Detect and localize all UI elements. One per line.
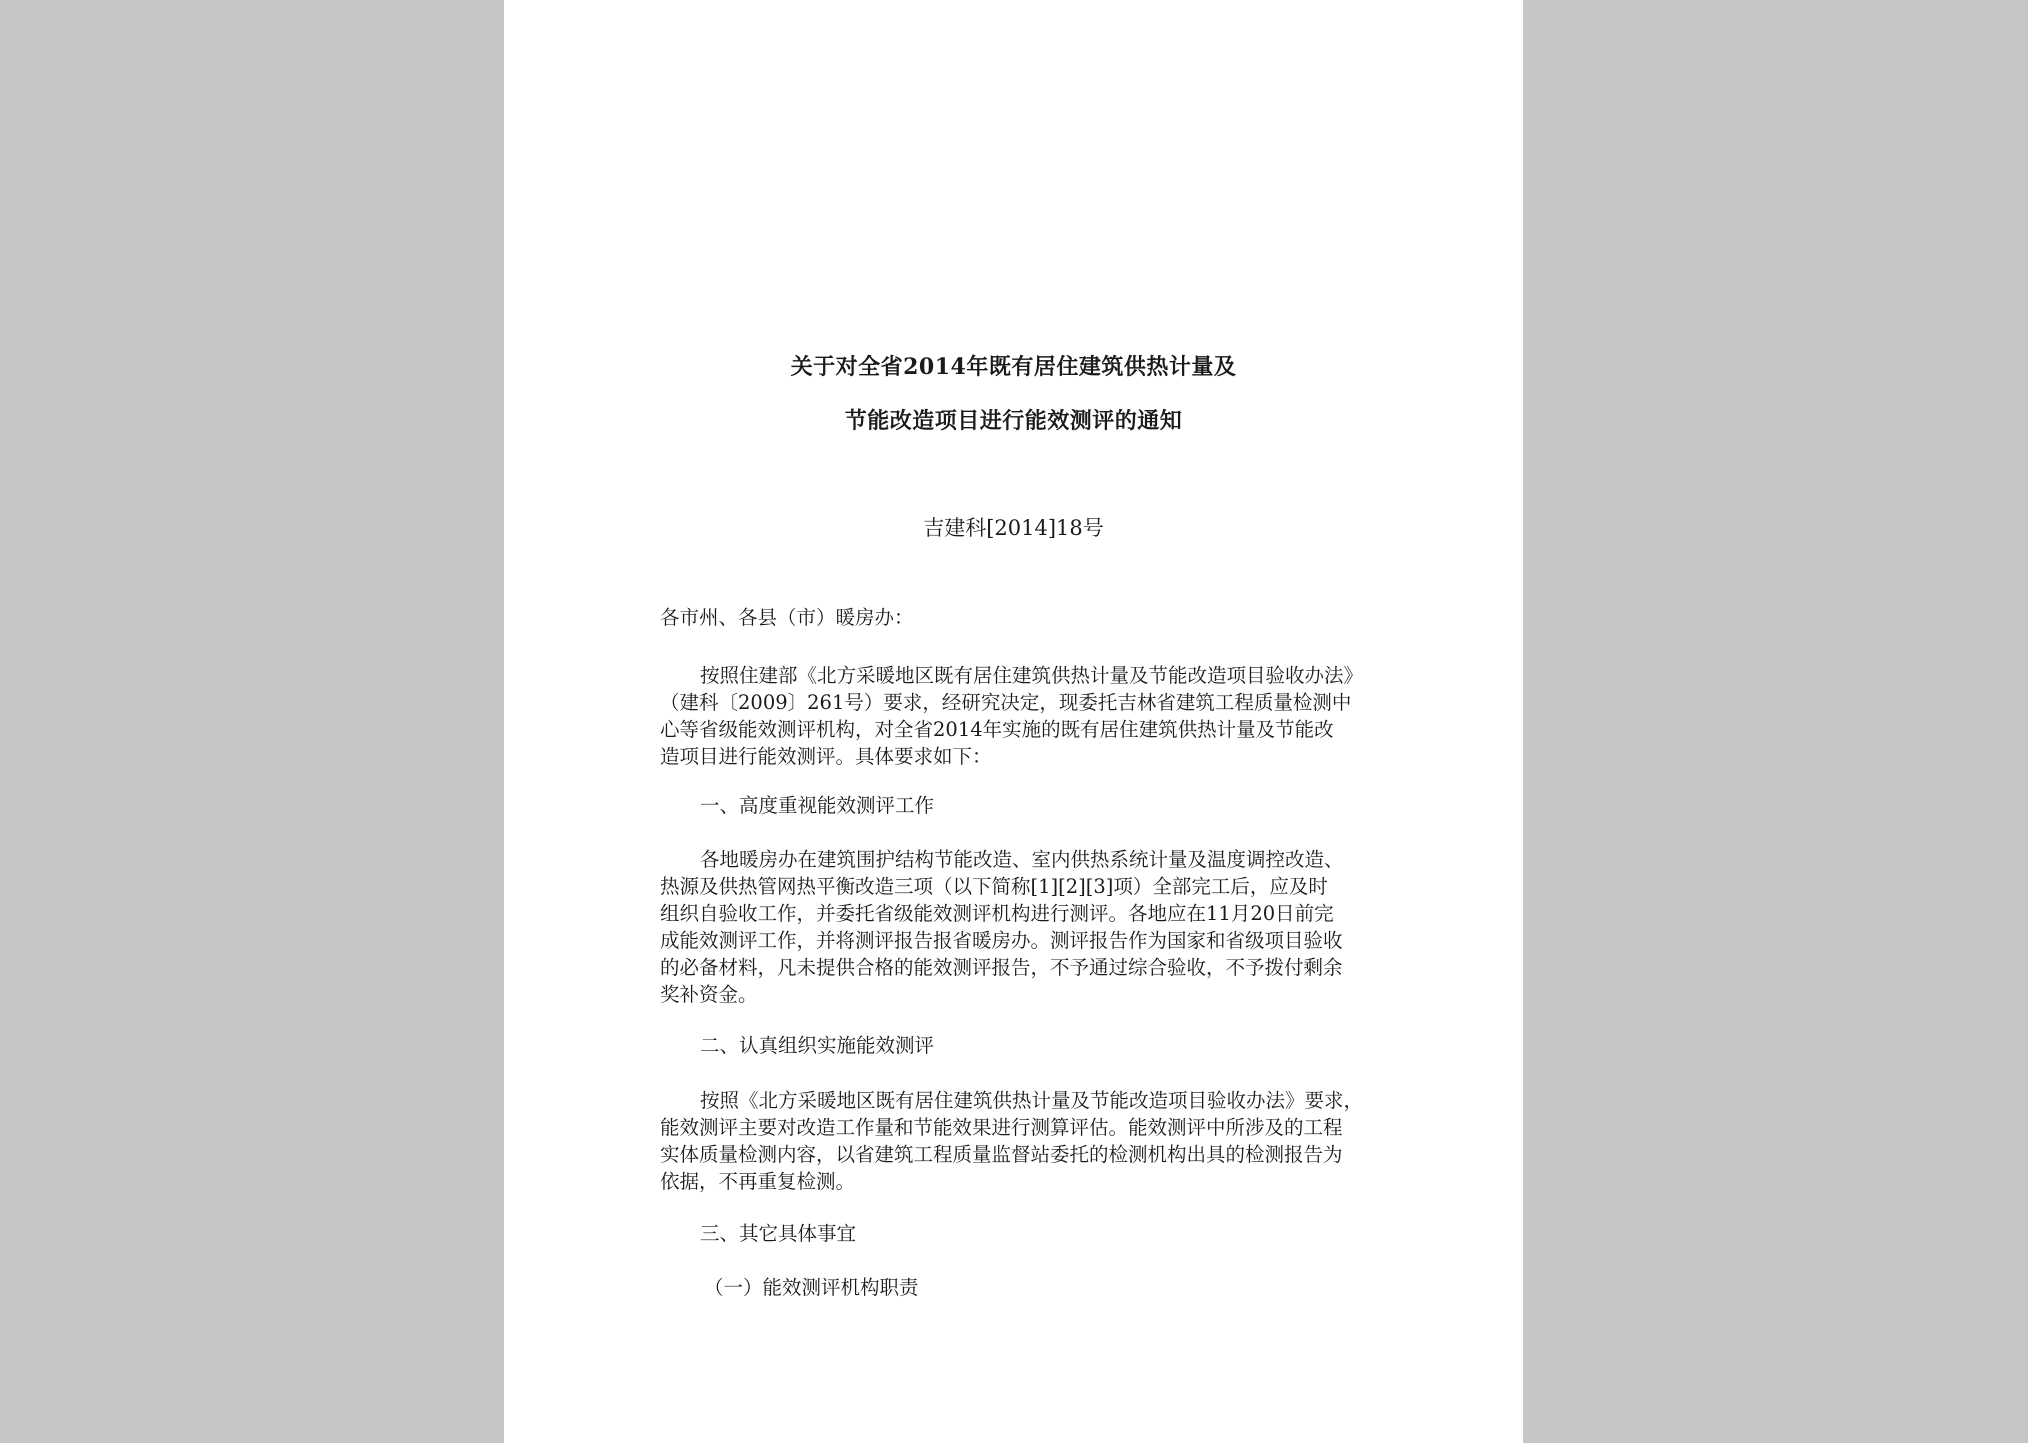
paragraph-1-line: 造项目进行能效测评。具体要求如下： xyxy=(660,745,992,768)
paragraph-2-line: 成能效测评工作，并将测评报告报省暖房办。测评报告作为国家和省级项目验收 xyxy=(660,929,1343,952)
salutation: 各市州、各县（市）暖房办： xyxy=(660,606,914,629)
document-number: 吉建科[2014]18号 xyxy=(923,516,1104,540)
section-heading-2: 二、认真组织实施能效测评 xyxy=(700,1034,935,1057)
paragraph-3-line: 依据，不再重复检测。 xyxy=(660,1170,856,1193)
paragraph-1-line: 按照住建部《北方采暖地区既有居住建筑供热计量及节能改造项目验收办法》 xyxy=(700,664,1364,687)
paragraph-2-line: 各地暖房办在建筑围护结构节能改造、室内供热系统计量及温度调控改造、 xyxy=(700,848,1344,871)
document-title-line-2: 节能改造项目进行能效测评的通知 xyxy=(844,408,1183,434)
subsection-heading-1: （一）能效测评机构职责 xyxy=(704,1276,919,1299)
section-heading-1: 一、高度重视能效测评工作 xyxy=(700,794,935,817)
section-heading-3: 三、其它具体事宜 xyxy=(700,1222,857,1245)
document-title-line-1: 关于对全省2014年既有居住建筑供热计量及 xyxy=(790,354,1237,380)
paragraph-1-line: 心等省级能效测评机构，对全省2014年实施的既有居住建筑供热计量及节能改 xyxy=(660,718,1334,741)
paragraph-2-line: 的必备材料，凡未提供合格的能效测评报告，不予通过综合验收，不予拨付剩余 xyxy=(660,956,1343,979)
paragraph-3-line: 实体质量检测内容，以省建筑工程质量监督站委托的检测机构出具的检测报告为 xyxy=(660,1143,1343,1166)
paragraph-2-line: 奖补资金。 xyxy=(660,983,758,1006)
paragraph-2-line: 热源及供热管网热平衡改造三项（以下简称[1][2][3]项）全部完工后，应及时 xyxy=(660,875,1328,898)
paragraph-3-line: 按照《北方采暖地区既有居住建筑供热计量及节能改造项目验收办法》要求， xyxy=(700,1089,1364,1112)
paragraph-2-line: 组织自验收工作，并委托省级能效测评机构进行测评。各地应在11月20日前完 xyxy=(660,902,1334,925)
paragraph-3-line: 能效测评主要对改造工作量和节能效果进行测算评估。能效测评中所涉及的工程 xyxy=(660,1116,1343,1139)
paragraph-1-line: （建科〔2009〕261号）要求，经研究决定，现委托吉林省建筑工程质量检测中 xyxy=(660,691,1352,714)
document-page xyxy=(504,0,1523,1443)
